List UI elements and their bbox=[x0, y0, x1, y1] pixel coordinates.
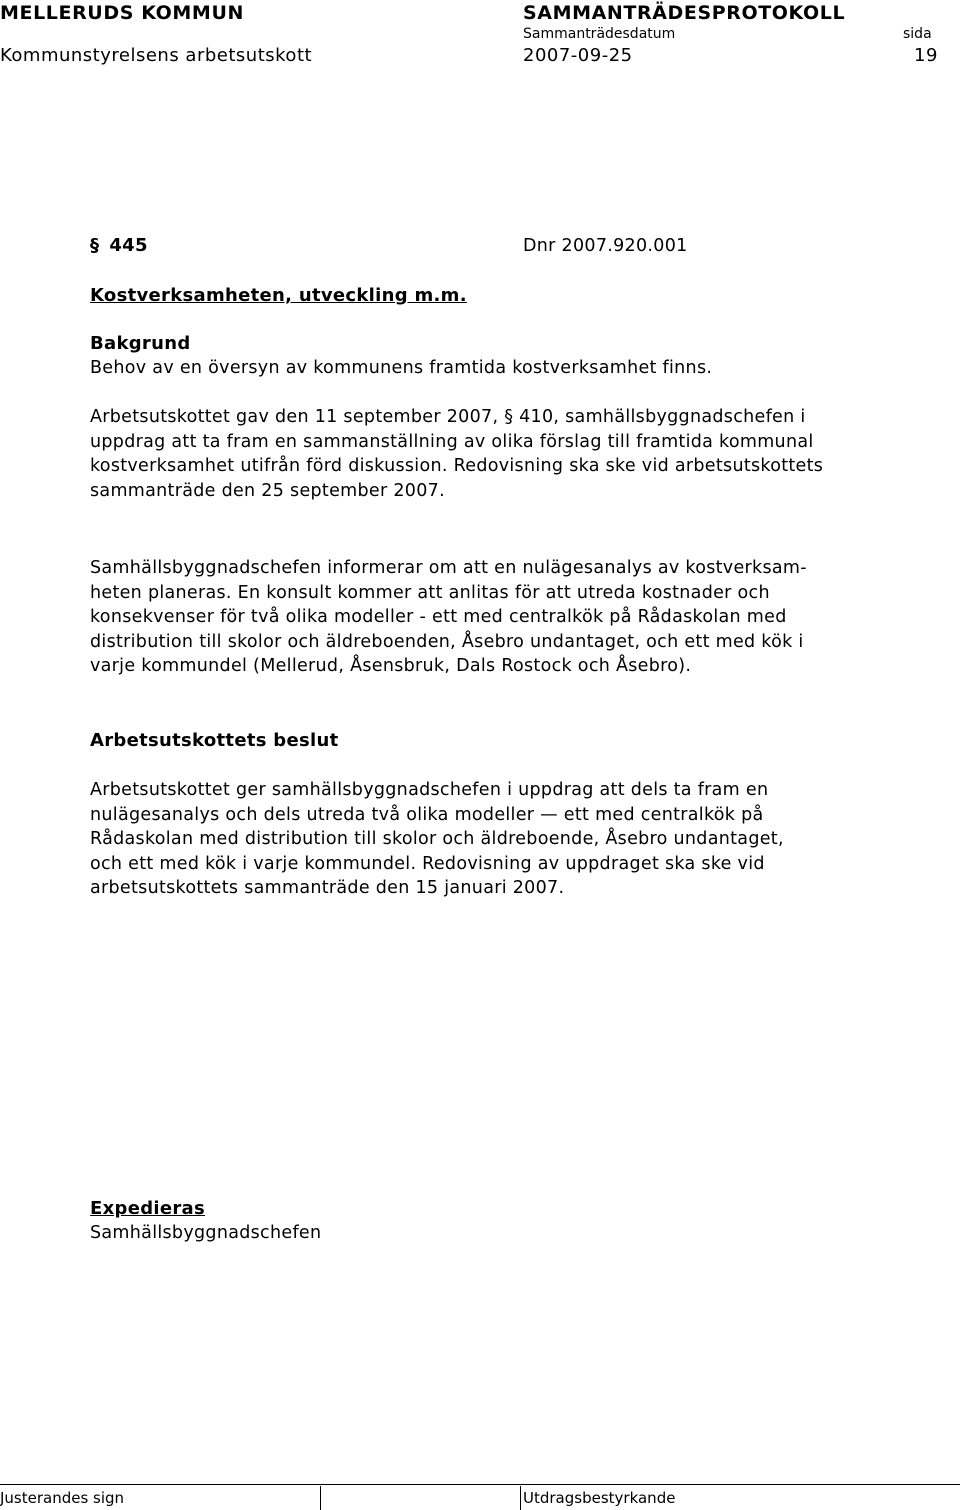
footer-utdragsbestyrkande: Utdragsbestyrkande bbox=[523, 1489, 676, 1507]
section-symbol: § bbox=[90, 235, 100, 256]
page-label: sida bbox=[903, 26, 932, 42]
footer-rule bbox=[0, 1484, 960, 1485]
decision-paragraph bbox=[90, 778, 930, 901]
committee-name: Kommunstyrelsens arbetsutskott bbox=[0, 45, 313, 66]
text-line: Rådaskolan med distribution till skolor och äldreboende, Åsebro undantaget, bbox=[90, 829, 784, 849]
footer-justerandes-sign: Justerandes sign bbox=[0, 1489, 125, 1507]
text-line: Arbetsutskottet gav den 11 september 2007, § 410, samhällsbyggnadschefen i bbox=[90, 407, 806, 427]
meeting-date: 2007-09-25 bbox=[523, 45, 633, 66]
background-paragraph-1 bbox=[90, 356, 930, 381]
text-line: distribution till skolor och äldreboenden, Åsebro undantaget, och ett med kök i bbox=[90, 631, 804, 652]
footer-divider-1 bbox=[320, 1486, 321, 1510]
background-paragraph-3 bbox=[90, 556, 930, 679]
date-label: Sammanträdesdatum bbox=[523, 26, 676, 42]
dnr: Dnr 2007.920.001 bbox=[523, 236, 688, 256]
text-line: sammanträde den 25 september 2007. bbox=[90, 480, 445, 501]
expedieras-recipient: Samhällsbyggnadschefen bbox=[90, 1223, 322, 1243]
item-title: Kostverksamheten, utveckling m.m. bbox=[90, 285, 467, 306]
text-line: och ett med kök i varje kommundel. Redovisning av uppdraget ska ske vid bbox=[90, 853, 765, 874]
text-line: uppdrag att ta fram en sammanställning av olika förslag till framtida kommunal bbox=[90, 431, 814, 452]
text-line: Arbetsutskottet ger samhällsbyggnadschefen i uppdrag att dels ta fram en bbox=[90, 780, 769, 800]
page-number: 19 bbox=[914, 45, 938, 66]
background-paragraph-2 bbox=[90, 405, 930, 503]
text-line: arbetsutskottets sammanträde den 15 januari 2007. bbox=[90, 878, 565, 898]
text-line: varje kommundel (Mellerud, Åsensbruk, Dals Rostock och Åsebro). bbox=[90, 656, 692, 676]
text-line: Samhällsbyggnadschefen informerar om att en nulägesanalys av kostverksam- bbox=[90, 558, 807, 578]
item-number-value: 445 bbox=[109, 235, 148, 256]
decision-heading: Arbetsutskottets beslut bbox=[90, 730, 339, 751]
background-heading: Bakgrund bbox=[90, 333, 191, 354]
footer-divider-2 bbox=[520, 1486, 521, 1510]
text-line: heten planeras. En konsult kommer att anlitas för att utreda kostnader och bbox=[90, 582, 770, 603]
text-line: konsekvenser för två olika modeller - ett med centralkök på Rådaskolan med bbox=[90, 607, 787, 627]
text-line: kostverksamhet utifrån förd diskussion. Redovisning ska ske vid arbetsutskottets bbox=[90, 456, 824, 476]
text-line: nulägesanalys och dels utreda två olika modeller — ett med centralkök på bbox=[90, 804, 764, 825]
text-line: Behov av en översyn av kommunens framtida kostverksamhet finns. bbox=[90, 358, 713, 378]
municipality-name: MELLERUDS KOMMUN bbox=[0, 2, 244, 24]
item-number bbox=[90, 235, 148, 256]
document-type: SAMMANTRÄDESPROTOKOLL bbox=[523, 2, 846, 24]
expedieras-heading: Expedieras bbox=[90, 1198, 205, 1219]
